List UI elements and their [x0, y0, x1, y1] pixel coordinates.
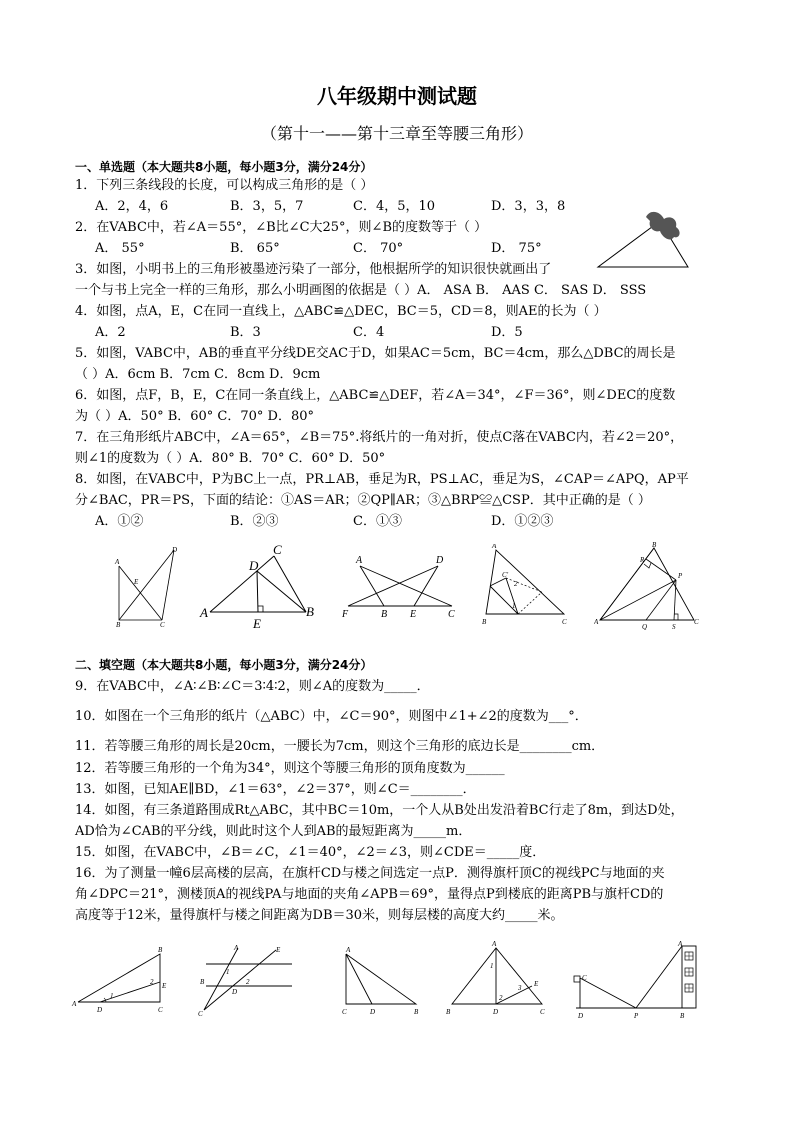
q4-option-d: D．5: [491, 325, 523, 340]
q4-option-b: B．3: [230, 325, 261, 340]
q2-option-c: C． 70°: [353, 241, 404, 256]
q6-label-e: E: [410, 609, 417, 620]
q3-line1: 3．如图，小明书上的三角形被墨迹污染了一部分，他根据所学的知识很快就画出了: [75, 262, 552, 277]
q15-label-angle-3: 3: [518, 984, 522, 992]
q10-label-c: C: [158, 1006, 163, 1014]
q1-option-b: B．3，5，7: [230, 199, 304, 214]
section2-heading: 二、填空题（本大题共8小题，每小题3分，满分24分）: [75, 658, 373, 672]
q13-figure: [196, 942, 300, 1018]
q6-figure: [338, 550, 462, 622]
q7-label-angle-2: 2: [514, 580, 518, 588]
q4-option-c: C．4: [353, 325, 385, 340]
q6-label-a: A: [356, 555, 363, 566]
q8-option-c: C．①③: [353, 514, 402, 529]
q6-label-c: C: [448, 609, 455, 620]
q4-label-e: E: [134, 578, 139, 586]
q7-label-b: B: [482, 618, 487, 626]
q6-label-b: B: [381, 609, 388, 620]
q10-label-b: B: [158, 946, 163, 954]
q2-option-a: A． 55°: [95, 241, 145, 256]
q15-label-angle-2: 2: [499, 994, 503, 1002]
q12: 12．若等腰三角形的一个角为34°，则这个等腰三角形的顶角度数为______: [75, 761, 505, 776]
q13-label-angle-2: 2: [246, 978, 250, 986]
q15-label-angle-1: 1: [490, 962, 494, 970]
q5-label-e: E: [253, 616, 261, 630]
q5-figure: [198, 542, 322, 630]
q10-label-angle-2: 2: [150, 978, 154, 986]
q4-label-a: A: [115, 558, 120, 566]
q7-line1: 7．在三角形纸片ABC中，∠A＝65°，∠B＝75°.将纸片的一角对折，使点C落在VABC内，若∠2＝20°，: [75, 430, 684, 445]
q7-line2: 则∠1的度数为（ ）A．80° B．70° C．60° D．50°: [75, 451, 386, 466]
q16-line1: 16．为了测量一幢6层高楼的层高，在旗杆CD与楼之间选定一点P．测得旗杆顶C的视线PC与地面的夹: [75, 866, 665, 881]
q3-line2: 一个与书上完全一样的三角形，那么小明画图的依据是（ ）A． ASA B． AAS C． SAS D． SSS: [75, 283, 647, 298]
q10-label-d: D: [97, 1006, 103, 1014]
q1-option-d: D．3，3，8: [491, 199, 566, 214]
q5-label-c: C: [273, 542, 282, 557]
q14-label-b: B: [414, 1008, 419, 1016]
flag-icon: [574, 976, 580, 982]
q16-label-a: A: [678, 940, 683, 948]
q8-option-d: D．①②③: [491, 514, 554, 529]
q4-stem: 4．如图，点A，E，C在同一直线上，△ABC≌△DEC，BC＝5，CD＝8，则AE的长为（ ）: [75, 304, 607, 319]
q4-figure: [112, 544, 188, 628]
q4-label-c: C: [160, 621, 165, 628]
q13-label-angle-1: 1: [226, 968, 230, 976]
q4-option-a: A．2: [95, 325, 126, 340]
q5-label-b: B: [306, 604, 314, 619]
q7-label-c: C: [562, 618, 567, 626]
q6-line1: 6．如图，点F，B，E，C在同一条直线上，△ABC≌△DEF，若∠A＝34°，∠F＝36°，则∠DEC的度数: [75, 388, 676, 403]
q13-label-e: E: [276, 946, 281, 954]
q8-label-r: R: [640, 556, 645, 564]
q2-option-b: B． 65°: [230, 241, 280, 256]
q13-label-c: C: [198, 1010, 203, 1018]
q14-label-d: D: [370, 1008, 376, 1016]
q15-label-e: E: [534, 980, 539, 988]
q15-label-d: D: [493, 1008, 499, 1016]
q16-line3: 高度等于12米，量得旗杆与楼之间距离为DB＝30米，则每层楼的高度大约_____米。: [75, 908, 564, 923]
q8-line1: 8．如图，在VABC中，P为BC上一点，PR⊥AB，垂足为R，PS⊥AC，垂足为S，∠CAP＝∠APQ，AP平: [75, 472, 689, 487]
q5-line2: （ ）A．6cm B．7cm C．8cm D．9cm: [75, 367, 321, 382]
q13-label-a: A: [234, 944, 239, 952]
q3-ink-triangle-figure: [588, 207, 698, 277]
q1-stem: 1．下列三条线段的长度，可以构成三角形的是（ ）: [75, 178, 374, 193]
q2-stem: 2．在VABC中，若∠A＝55°，∠B比∠C大25°，则∠B的度数等于（ ）: [75, 220, 488, 235]
q10-label-angle-1: 1: [110, 992, 114, 1000]
q6-label-f: F: [342, 609, 349, 620]
q16-line2: 角∠DPC＝21°，测楼顶A的视线PA与地面的夹角∠APB＝69°，量得点P到楼底的距离PB与旗杆CD的: [75, 887, 664, 902]
q15-label-a: A: [492, 940, 497, 948]
q15: 15．如图，在VABC中，∠B＝∠C，∠1＝40°，∠2＝∠3，则∠CDE＝_____度．: [75, 845, 546, 860]
q16-label-b: B: [680, 1012, 685, 1020]
q13: 13．如图，已知AE∥BD，∠1＝63°，∠2＝37°，则∠C＝________．: [75, 782, 476, 797]
q8-label-c: C: [694, 618, 699, 626]
q8-line2: 分∠BAC，PR＝PS，下面的结论：①AS＝AR；②QP∥AR；③△BRP≌△CSP．其中正确的是（ ）: [75, 493, 651, 508]
q5-line1: 5．如图，VABC中，AB的垂直平分线DE交AC于D，如果AC＝5cm，BC＝4cm，那么△DBC的周长是: [75, 346, 676, 361]
page-subtitle: （第十一——第十三章至等腰三角形）: [260, 124, 533, 143]
q8-label-p: P: [678, 572, 683, 580]
q6-line2: 为（ ）A．50° B．60° C．70° D．80°: [75, 409, 315, 424]
q1-option-a: A．2，4，6: [95, 199, 169, 214]
q8-label-a: A: [594, 618, 599, 626]
q10-figure: [70, 946, 174, 1016]
q16-label-d: D: [578, 1012, 584, 1020]
page-title: 八年级期中测试题: [317, 84, 477, 108]
q10-label-a: A: [72, 1000, 77, 1008]
q13-label-d: D: [232, 988, 238, 996]
q16-figure: [570, 940, 704, 1022]
q6-label-d: D: [436, 555, 444, 566]
ink-stain-icon: [646, 212, 680, 240]
q14-line2: AD恰为∠CAB的平分线，则此时这个人到AB的最短距离为_____m．: [75, 824, 472, 839]
q14-label-a: A: [346, 946, 351, 954]
q15-figure: [444, 940, 556, 1018]
q8-option-a: A．①②: [95, 514, 144, 529]
q8-label-b: B: [652, 541, 657, 549]
q8-label-q: Q: [642, 623, 648, 630]
q7-figure: [478, 544, 578, 628]
q10-label-e: E: [162, 982, 167, 990]
q10: 10．如图在一个三角形的纸片（△ABC）中，∠C＝90°，则图中∠1+∠2的度数为___°．: [75, 709, 588, 724]
q7-label-a: A: [492, 544, 497, 550]
q8-figure: [594, 540, 704, 630]
q15-label-c: C: [540, 1008, 545, 1016]
q15-label-b: B: [446, 1008, 451, 1016]
q8-label-s: S: [672, 623, 676, 630]
q4-label-b: B: [116, 621, 121, 628]
q14-label-c: C: [342, 1008, 347, 1016]
q5-label-a: A: [200, 605, 208, 620]
q4-label-d: D: [172, 546, 178, 554]
q16-label-p: P: [634, 1012, 639, 1020]
q16-label-c: C: [582, 974, 587, 982]
q11: 11．若等腰三角形的周长是20cm，一腰长为7cm，则这个三角形的底边长是________cm．: [75, 739, 605, 754]
q14-figure: [336, 946, 426, 1016]
q8-option-b: B．②③: [230, 514, 279, 529]
q13-label-b: B: [200, 978, 205, 986]
q5-label-d: D: [249, 558, 259, 573]
q2-option-d: D． 75°: [491, 241, 542, 256]
q9: 9．在VABC中，∠A∶∠B∶∠C＝3∶4∶2，则∠A的度数为_____．: [75, 679, 430, 694]
q14-line1: 14．如图，有三条道路围成Rt△ABC，其中BC＝10m，一个人从B处出发沿着BC行走了8m，到达D处，: [75, 803, 684, 818]
q7-label-c-prime: C': [502, 571, 509, 579]
section1-heading: 一、单选题（本大题共8小题，每小题3分，满分24分）: [75, 160, 373, 174]
q7-label-angle-1: 1: [512, 602, 516, 610]
q1-option-c: C．4，5，10: [353, 199, 436, 214]
